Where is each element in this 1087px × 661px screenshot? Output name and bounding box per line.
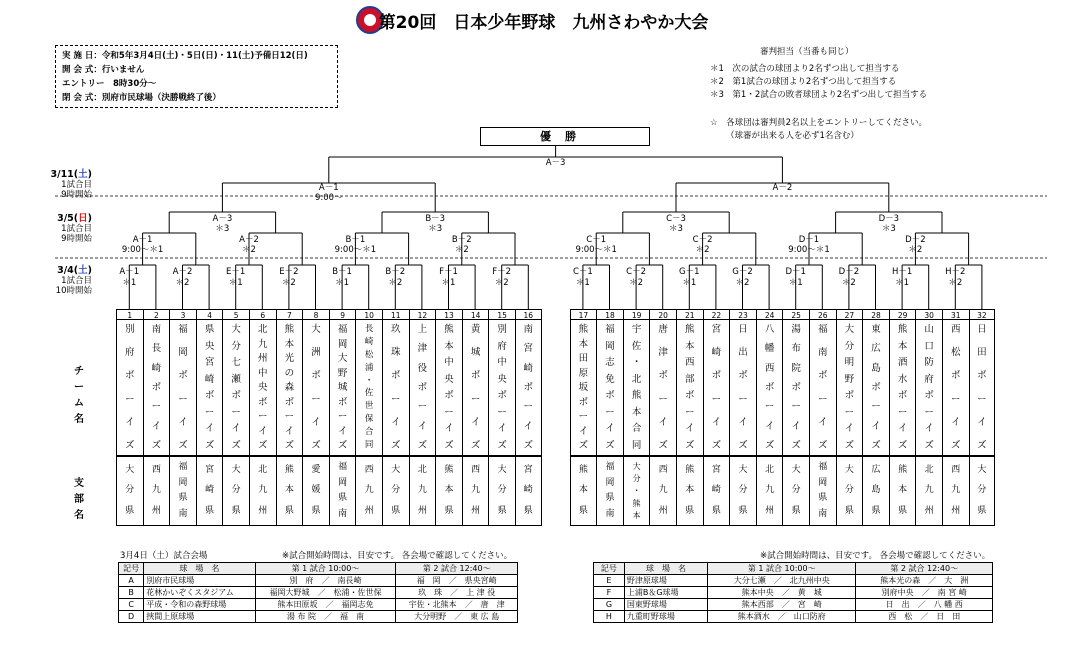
sf-game-2: A－2 (772, 183, 793, 193)
venue-header: 記号 (594, 563, 625, 575)
r1-game-1-a: A－1 (119, 267, 140, 277)
branch-cell: 西 九 州 (462, 456, 489, 526)
team-name-cell: 別 府 ボ ー イ ズ (116, 319, 143, 456)
team-name-cell: 北 九 州 中 央 ボ ー イ ズ (249, 319, 276, 456)
r2-game-8: D－2 (905, 235, 926, 245)
team-name-cell: 長 崎 松 浦 ・ 佐 世 保 合 同 (355, 319, 382, 456)
team-number: 6 (249, 309, 276, 320)
team-number: 20 (649, 309, 676, 320)
team-number: 12 (409, 309, 436, 320)
team-number: 29 (889, 309, 916, 320)
team-number: 19 (623, 309, 650, 320)
r2-game-2: A－2 (239, 235, 259, 245)
venue-cell: 熊本中央 ／ 黄 城 (708, 587, 856, 599)
day-label-311: 3/11(土) 1試合目 9時開始 (50, 169, 92, 200)
info-opening: 開 会 式：行いません (62, 65, 145, 75)
venue-cell: 野津原球場 (624, 575, 707, 587)
venue-cell: 国東野球場 (624, 599, 707, 611)
r2-game-5: C－1 (586, 235, 607, 245)
team-name-cell: 日 田 ボ ー イ ズ (969, 319, 996, 456)
venue-row (119, 611, 518, 623)
team-number: 21 (676, 309, 703, 320)
team-name-label: チーム名 (74, 366, 84, 425)
qf-game-4: D－3 (878, 214, 900, 224)
team-number: 30 (915, 309, 942, 320)
judge-rule-3: ＊3 第1・2試合の敗者球団より2名ずつ出して担当する (710, 90, 928, 100)
branch-cell: 広 島 県 (862, 456, 889, 526)
branch-cell: 北 九 州 (756, 456, 783, 526)
branch-cell: 熊 本 県 (570, 456, 597, 526)
day-label-35: 3/5(日) 1試合目 9時開始 (57, 213, 92, 244)
venue-cell: 熊本酒水 ／ 山口防府 (708, 611, 856, 623)
venue-cell: 九重町野球場 (624, 611, 707, 623)
venue-row (119, 599, 518, 611)
r1-game-16-a: H－2 (945, 267, 966, 277)
venue-cell: 挾間上原球場 (144, 611, 255, 623)
team-name-cell: 東 広 島 ボ ー イ ズ (862, 319, 889, 456)
team-number: 10 (355, 309, 382, 320)
r2-game-5-note: 9:00～＊1 (575, 245, 617, 255)
team-name-cell: 福 南 ボ ー イ ズ (809, 319, 836, 456)
team-number: 3 (169, 309, 196, 320)
venue-cell: H (594, 611, 625, 623)
venue-cell: B (119, 587, 144, 599)
branch-cell: 北 九 州 (409, 456, 436, 526)
venue-table-left (118, 562, 518, 623)
venue-row (119, 575, 518, 587)
branch-cell: 熊 本 県 (676, 456, 703, 526)
branch-cell: 福 岡 県 南 (809, 456, 836, 526)
venue-cell: 玖 珠 ／ 上 津 役 (396, 587, 518, 599)
venue-cell: 福 岡 ／ 県央宮崎 (396, 575, 518, 587)
team-name-cell: 宇 佐 ・ 北 熊 本 合 同 (623, 319, 650, 456)
r1-game-9-a: C－1 (572, 267, 593, 277)
team-name-cell: 玖 珠 ボ ー イ ズ (382, 319, 409, 456)
venue-cell: 西 松 ／ 日 田 (856, 611, 993, 623)
r1-game-13-a: D－1 (785, 267, 806, 277)
team-name-cell: 別 府 中 央 ボ ー イ ズ (488, 319, 515, 456)
sf-game-1-time: 9:00～ (315, 193, 343, 203)
sf-game-1: A－1 (318, 183, 339, 193)
branch-cell: 熊 本 県 (889, 456, 916, 526)
venue-row (119, 587, 518, 599)
r1-game-12-note-a: ＊2 (735, 278, 750, 288)
branch-name-label: 支部名 (74, 478, 84, 521)
branch-cell: 大 分 ・ 熊 本 (623, 456, 650, 526)
r2-game-3: B－1 (345, 235, 366, 245)
team-name-cell: 熊 本 光 の 森 ボ ー イ ズ (276, 319, 303, 456)
branch-cell: 大 分 県 (222, 456, 249, 526)
r1-game-15-note-a: ＊1 (895, 278, 910, 288)
r2-game-6-note: ＊2 (695, 245, 710, 255)
venue-cell: 湯 布 院 ／ 福 南 (255, 611, 396, 623)
judge-rule-1: ＊1 次の試合の球団より2名ずつ出して担当する (710, 64, 900, 74)
qf-game-3: C－3 (666, 214, 686, 224)
team-number: 22 (703, 309, 730, 320)
team-name-cell: 福 岡 志 免 ボ ー イ ズ (596, 319, 623, 456)
team-name-cell: 南 宮 崎 ボ ー イ ズ (515, 319, 542, 456)
r2-game-3-note: 9:00～＊1 (334, 245, 377, 255)
branch-cell: 大 分 県 (782, 456, 809, 526)
team-name-cell: 福 岡 ボ ー イ ズ (169, 319, 196, 456)
qf-game-1: A－3 (212, 214, 233, 224)
team-number: 2 (143, 309, 170, 320)
branch-cell: 大 分 県 (969, 456, 996, 526)
venue-header: 第 2 試合 12:40～ (396, 563, 518, 575)
r2-game-8-note: ＊2 (908, 245, 923, 255)
branch-cell: 宮 崎 県 (515, 456, 542, 526)
venue-row (594, 587, 993, 599)
r1-game-14-note-a: ＊2 (841, 278, 856, 288)
team-name-cell: 熊 本 西 部 ボ ー イ ズ (676, 319, 703, 456)
r1-game-12-a: G－2 (732, 267, 753, 277)
event-info-box (55, 45, 338, 108)
venue-cell: F (594, 587, 625, 599)
team-number: 9 (329, 309, 356, 320)
branch-cell: 大 分 県 (488, 456, 515, 526)
team-name-cell: 上 津 役 ボ ー イ ズ (409, 319, 436, 456)
team-number: 32 (969, 309, 996, 320)
r2-game-6: C－2 (692, 235, 713, 245)
branch-cell: 大 分 県 (729, 456, 756, 526)
team-name-cell: 湯 布 院 ボ ー イ ズ (782, 319, 809, 456)
r1-game-3-a: E－1 (226, 267, 246, 277)
venue-cell: A (119, 575, 144, 587)
team-name-cell: 唐 津 ボ ー イ ズ (649, 319, 676, 456)
venue-cell: 日 出 ／ 八 幡 西 (856, 599, 993, 611)
branch-cell: 西 九 州 (143, 456, 170, 526)
venue-cell: 平成・令和の森野球場 (144, 599, 255, 611)
champion-box: 優勝 (480, 127, 650, 146)
venue-cell: 熊本田原坂 ／ 福岡志免 (255, 599, 396, 611)
team-number: 28 (862, 309, 889, 320)
r1-game-11-a: G－1 (679, 267, 700, 277)
venue-header: 球 場 名 (624, 563, 707, 575)
r1-game-15-a: H－1 (891, 267, 913, 277)
venue-note-left: ※試合開始時間は、目安です。 各会場で確認してください。 (282, 551, 513, 561)
venue-row (594, 611, 993, 623)
r2-game-1-note: 9:00～＊1 (121, 245, 164, 255)
team-name-cell: 大 分 明 野 ボ ー イ ズ (836, 319, 863, 456)
info-entry: エントリー 8時30分～ (62, 79, 157, 89)
r1-game-2-a: A－2 (172, 267, 193, 277)
branch-cell: 愛 媛 県 (302, 456, 329, 526)
qf-game-1-note: ＊3 (215, 224, 230, 234)
venue-cell: 別 府 ／ 南長崎 (255, 575, 396, 587)
team-number: 15 (488, 309, 515, 320)
team-name-cell: 県 央 宮 崎 ボ ー イ ズ (196, 319, 223, 456)
r1-game-6-a: B－2 (385, 267, 406, 277)
venue-cell: G (594, 599, 625, 611)
venue-cell: 福岡大野城 ／ 松浦・佐世保 (255, 587, 396, 599)
qf-game-4-note: ＊3 (881, 224, 896, 234)
r1-game-5-note-a: ＊1 (335, 278, 350, 288)
branch-cell: 福 岡 県 南 (596, 456, 623, 526)
venue-header: 第 1 試合 10:00～ (255, 563, 396, 575)
r2-game-1: A－1 (132, 235, 153, 245)
final-game: A－3 (545, 158, 566, 168)
qf-game-2: B－3 (425, 214, 446, 224)
r2-game-4: B－2 (451, 235, 472, 245)
venue-row (594, 575, 993, 587)
venue-cell: 上浦B＆G球場 (624, 587, 707, 599)
venue-header: 球 場 名 (144, 563, 255, 575)
branch-cell: 福 岡 県 南 (329, 456, 356, 526)
venue-note-right: ※試合開始時間は、目安です。 各会場で確認してください。 (760, 551, 991, 561)
venue-row (594, 599, 993, 611)
team-number: 24 (756, 309, 783, 320)
r1-game-16-note-a: ＊2 (948, 278, 963, 288)
info-dates: 実 施 日：令和5年3月4日(土)・5日(日)・11(土)予備日12(日) (62, 51, 308, 61)
branch-cell: 宮 崎 県 (703, 456, 730, 526)
r1-game-3-note-a: ＊1 (228, 278, 243, 288)
team-number: 1 (116, 309, 143, 320)
branch-cell: 西 九 州 (942, 456, 969, 526)
r1-game-14-a: D－2 (838, 267, 860, 277)
venue-header: 第 2 試合 12:40～ (856, 563, 993, 575)
r1-game-4-a: E－2 (279, 267, 299, 277)
venue-cell: 別府市民球場 (144, 575, 255, 587)
r1-game-8-note-a: ＊2 (494, 278, 509, 288)
r2-game-7-note: 9:00～＊1 (788, 245, 830, 255)
team-name-cell: 大 分 七 瀬 ボ ー イ ズ (222, 319, 249, 456)
team-number: 11 (382, 309, 409, 320)
team-name-cell: 熊 本 田 原 坂 ボ ー イ ズ (570, 319, 597, 456)
r2-game-7: D－1 (798, 235, 820, 245)
qf-game-3-note: ＊3 (669, 224, 683, 234)
team-number: 31 (942, 309, 969, 320)
branch-cell: 北 九 州 (249, 456, 276, 526)
r1-game-13-note-a: ＊1 (788, 278, 803, 288)
team-number: 18 (596, 309, 623, 320)
team-number: 17 (570, 309, 597, 320)
team-number: 5 (222, 309, 249, 320)
judge-note: ☆ 各球団は審判員2名以上をエントリーしてください。 (710, 118, 928, 128)
team-name-cell: 南 長 崎 ボ ー イ ズ (143, 319, 170, 456)
r1-game-8-a: F－2 (492, 267, 512, 277)
judge-rules (710, 63, 927, 102)
venue-cell: 花林かいぞくスタジアム (144, 587, 255, 599)
team-number: 13 (435, 309, 462, 320)
venue-cell: 大分七瀬 ／ 北九州中央 (708, 575, 856, 587)
qf-game-2-note: ＊3 (428, 224, 443, 234)
team-name-cell: 熊 本 酒 水 ボ ー イ ズ (889, 319, 916, 456)
r1-game-7-note-a: ＊1 (441, 278, 456, 288)
venue-cell: 宇佐・北熊本 ／ 唐 津 (396, 599, 518, 611)
venue-cell: 別府中央 ／ 南 宮 崎 (856, 587, 993, 599)
r1-game-10-a: C－2 (626, 267, 647, 277)
branch-cell: 熊 本 県 (435, 456, 462, 526)
branch-cell: 大 分 県 (836, 456, 863, 526)
team-name-cell: 山 口 防 府 ボ ー イ ズ (915, 319, 942, 456)
page-title: 第20回 日本少年野球 九州さわやか大会 (378, 13, 709, 33)
branch-cell: 熊 本 県 (276, 456, 303, 526)
r2-game-4-note: ＊2 (454, 245, 469, 255)
venue-cell: E (594, 575, 625, 587)
team-number: 27 (836, 309, 863, 320)
branch-cell: 西 九 州 (649, 456, 676, 526)
team-number: 16 (515, 309, 542, 320)
team-number: 23 (729, 309, 756, 320)
venue-header: 記号 (119, 563, 144, 575)
venue-cell: 大分明野 ／ 東 広 島 (396, 611, 518, 623)
team-number: 14 (462, 309, 489, 320)
venue-cell: C (119, 599, 144, 611)
branch-cell: 北 九 州 (915, 456, 942, 526)
team-number: 25 (782, 309, 809, 320)
team-number: 4 (196, 309, 223, 320)
branch-cell: 宮 崎 県 (196, 456, 223, 526)
day-label-34: 3/4(土) 1試合目 10時開始 (55, 265, 92, 296)
venue-header: 第 1 試合 10:00～ (708, 563, 856, 575)
team-name-cell: 八 幡 西 ボ ー イ ズ (756, 319, 783, 456)
team-name-cell: 黄 城 ボ ー イ ズ (462, 319, 489, 456)
venue-cell: 熊本西部 ／ 宮 崎 (708, 599, 856, 611)
branch-cell: 大 分 県 (116, 456, 143, 526)
team-name-cell: 日 出 ボ ー イ ズ (729, 319, 756, 456)
venue-caption: 3月4日（土）試合会場 (120, 551, 208, 561)
r1-game-11-note-a: ＊1 (682, 278, 697, 288)
r1-game-7-a: F－1 (439, 267, 458, 277)
team-name-cell: 西 松 ボ ー イ ズ (942, 319, 969, 456)
judge-note-2: （球審が出来る人を必ず1名含む） (726, 131, 859, 141)
r1-game-4-note-a: ＊2 (281, 278, 296, 288)
branch-cell: 西 九 州 (355, 456, 382, 526)
team-name-cell: 大 洲 ボ ー イ ズ (302, 319, 329, 456)
team-number: 8 (302, 309, 329, 320)
team-name-cell: 福 岡 大 野 城 ボ ー イ ズ (329, 319, 356, 456)
venue-cell: 熊本光の森 ／ 大 洲 (856, 575, 993, 587)
team-number: 26 (809, 309, 836, 320)
judge-rule-2: ＊2 第1試合の球団より2名ずつ出して担当する (710, 77, 897, 87)
r2-game-2-note: ＊2 (242, 245, 256, 255)
r1-game-1-note-a: ＊1 (122, 278, 137, 288)
branch-cell: 福 岡 県 南 (169, 456, 196, 526)
r1-game-10-note-a: ＊2 (629, 278, 644, 288)
venue-cell: D (119, 611, 144, 623)
judge-heading: 審判担当（当番も同じ） (760, 47, 854, 57)
team-name-cell: 熊 本 中 央 ボ ー イ ズ (435, 319, 462, 456)
r1-game-2-note-a: ＊2 (175, 278, 190, 288)
team-number: 7 (276, 309, 303, 320)
r1-game-5-a: B－1 (332, 267, 352, 277)
r1-game-6-note-a: ＊2 (388, 278, 403, 288)
info-closing: 閉 会 式：別府市民球場（決勝戦終了後） (62, 93, 221, 103)
team-name-cell: 宮 崎 ボ ー イ ズ (703, 319, 730, 456)
branch-cell: 大 分 県 (382, 456, 409, 526)
r1-game-9-note-a: ＊1 (575, 278, 590, 288)
venue-table-right (593, 562, 993, 623)
